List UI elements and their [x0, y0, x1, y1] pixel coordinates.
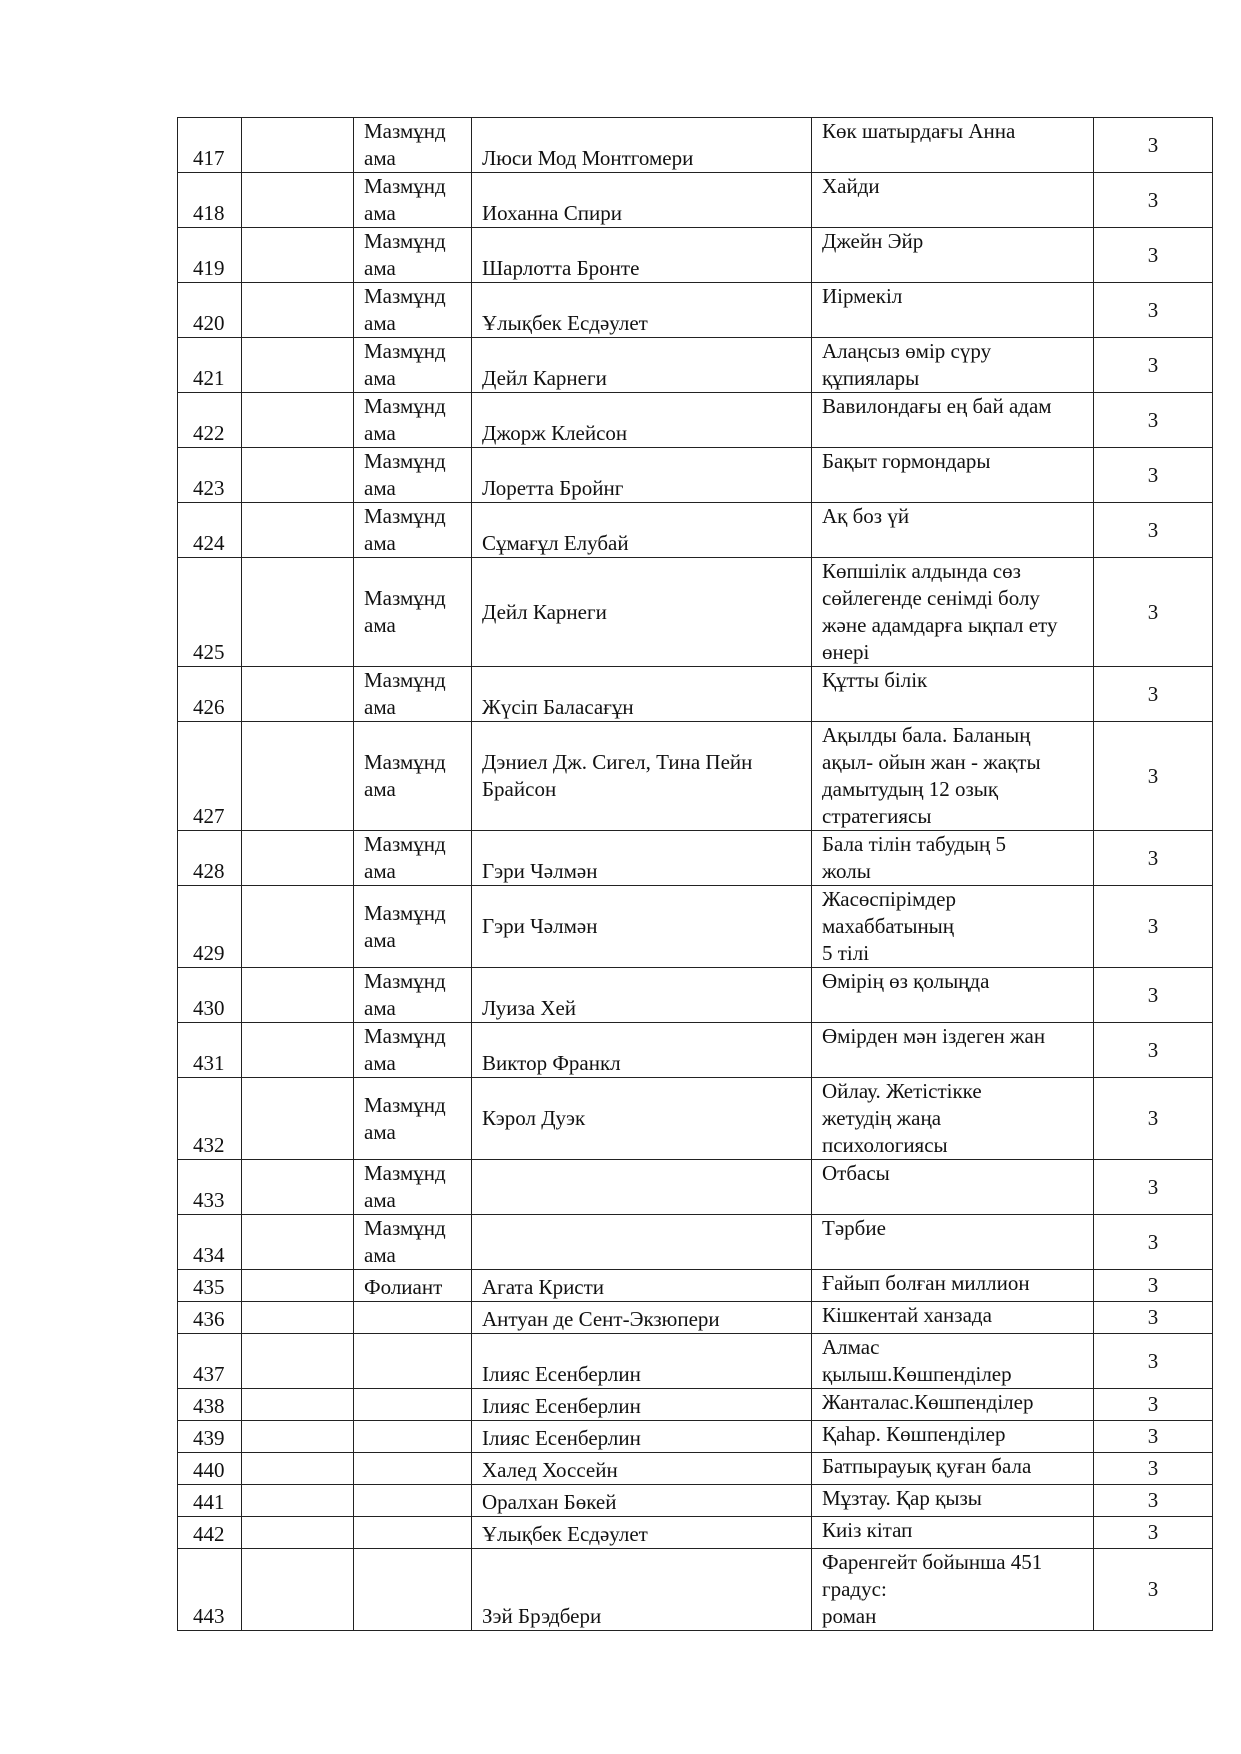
row-number: 417 — [178, 118, 242, 173]
table-row — [178, 1421, 1213, 1453]
author-name: Ілияс Есенберлин — [472, 1421, 812, 1453]
quantity: 3 — [1094, 1078, 1213, 1160]
material-type — [354, 1485, 472, 1517]
table-row — [178, 667, 1213, 722]
author-name: Дейл Карнеги — [472, 338, 812, 393]
book-title: Отбасы — [812, 1160, 1094, 1215]
author-name: Жүсіп Баласағұн — [472, 667, 812, 722]
book-title: Жасөспірімдер махаббатының 5 тілі — [812, 886, 1094, 968]
table-row — [178, 283, 1213, 338]
row-number: 418 — [178, 173, 242, 228]
author-name — [472, 1215, 812, 1270]
table-row — [178, 1302, 1213, 1334]
table-row — [178, 1485, 1213, 1517]
author-name: Дэниел Дж. Сигел, Тина Пейн Брайсон — [472, 722, 812, 831]
material-type: Мазмұнд ама — [354, 667, 472, 722]
material-type — [354, 1549, 472, 1631]
book-title: Қаһар. Көшпенділер — [812, 1421, 1094, 1453]
material-type: Мазмұнд ама — [354, 1160, 472, 1215]
quantity: 3 — [1094, 448, 1213, 503]
empty-cell — [242, 558, 354, 667]
table-row — [178, 886, 1213, 968]
material-type: Мазмұнд ама — [354, 886, 472, 968]
quantity: 3 — [1094, 1389, 1213, 1421]
empty-cell — [242, 1270, 354, 1302]
row-number: 419 — [178, 228, 242, 283]
material-type: Мазмұнд ама — [354, 393, 472, 448]
author-name: Сұмағұл Елубай — [472, 503, 812, 558]
empty-cell — [242, 1215, 354, 1270]
book-title: Батпырауық қуған бала — [812, 1453, 1094, 1485]
quantity: 3 — [1094, 228, 1213, 283]
table-row — [178, 173, 1213, 228]
book-title: Ғайып болған миллион — [812, 1270, 1094, 1302]
author-name: Луиза Хей — [472, 968, 812, 1023]
material-type — [354, 1389, 472, 1421]
material-type — [354, 1334, 472, 1389]
empty-cell — [242, 1334, 354, 1389]
row-number: 423 — [178, 448, 242, 503]
empty-cell — [242, 831, 354, 886]
book-title: Құтты білік — [812, 667, 1094, 722]
book-title: Киіз кітап — [812, 1517, 1094, 1549]
empty-cell — [242, 722, 354, 831]
empty-cell — [242, 338, 354, 393]
table-row — [178, 338, 1213, 393]
author-name: Кэрол Дуэк — [472, 1078, 812, 1160]
material-type: Мазмұнд ама — [354, 1078, 472, 1160]
book-title: Мұзтау. Қар қызы — [812, 1485, 1094, 1517]
author-name: Халед Хоссейн — [472, 1453, 812, 1485]
table-row — [178, 1549, 1213, 1631]
quantity: 3 — [1094, 283, 1213, 338]
book-title: Өмірден мән іздеген жан — [812, 1023, 1094, 1078]
table-row — [178, 1023, 1213, 1078]
quantity: 3 — [1094, 393, 1213, 448]
table-row — [178, 1453, 1213, 1485]
row-number: 437 — [178, 1334, 242, 1389]
empty-cell — [242, 1453, 354, 1485]
material-type — [354, 1421, 472, 1453]
quantity: 3 — [1094, 1023, 1213, 1078]
row-number: 441 — [178, 1485, 242, 1517]
author-name: Джорж Клейсон — [472, 393, 812, 448]
row-number: 422 — [178, 393, 242, 448]
table-row — [178, 1078, 1213, 1160]
author-name: Дейл Карнеги — [472, 558, 812, 667]
book-title: Өмірің өз қолыңда — [812, 968, 1094, 1023]
book-title: Тәрбие — [812, 1215, 1094, 1270]
row-number: 433 — [178, 1160, 242, 1215]
empty-cell — [242, 968, 354, 1023]
material-type — [354, 1453, 472, 1485]
book-title: Вавилондағы ең бай адам — [812, 393, 1094, 448]
row-number: 429 — [178, 886, 242, 968]
empty-cell — [242, 1160, 354, 1215]
empty-cell — [242, 393, 354, 448]
book-title: Бала тілін табудың 5 жолы — [812, 831, 1094, 886]
table-row — [178, 1160, 1213, 1215]
row-number: 439 — [178, 1421, 242, 1453]
empty-cell — [242, 1389, 354, 1421]
quantity: 3 — [1094, 1453, 1213, 1485]
row-number: 425 — [178, 558, 242, 667]
material-type: Мазмұнд ама — [354, 173, 472, 228]
quantity: 3 — [1094, 1549, 1213, 1631]
table-row — [178, 1334, 1213, 1389]
author-name: Шарлотта Бронте — [472, 228, 812, 283]
quantity: 3 — [1094, 173, 1213, 228]
author-name: Ілияс Есенберлин — [472, 1389, 812, 1421]
author-name: Оралхан Бөкей — [472, 1485, 812, 1517]
table-row — [178, 1517, 1213, 1549]
row-number: 427 — [178, 722, 242, 831]
author-name: Зэй Брэдбери — [472, 1549, 812, 1631]
author-name: Виктор Франкл — [472, 1023, 812, 1078]
table-row — [178, 393, 1213, 448]
table-row — [178, 1270, 1213, 1302]
book-title: Фаренгейт бойынша 451 градус: роман — [812, 1549, 1094, 1631]
quantity: 3 — [1094, 667, 1213, 722]
book-title: Ақ боз үй — [812, 503, 1094, 558]
material-type: Мазмұнд ама — [354, 448, 472, 503]
author-name: Ұлықбек Есдәулет — [472, 283, 812, 338]
table-row — [178, 968, 1213, 1023]
quantity: 3 — [1094, 1215, 1213, 1270]
quantity: 3 — [1094, 1485, 1213, 1517]
row-number: 431 — [178, 1023, 242, 1078]
row-number: 436 — [178, 1302, 242, 1334]
book-title: Алмас қылыш.Көшпенділер — [812, 1334, 1094, 1389]
empty-cell — [242, 448, 354, 503]
row-number: 421 — [178, 338, 242, 393]
book-title: Ақылды бала. Баланың ақыл- ойын жан - жақты дамытудың 12 озық стратегиясы — [812, 722, 1094, 831]
empty-cell — [242, 1023, 354, 1078]
row-number: 443 — [178, 1549, 242, 1631]
empty-cell — [242, 228, 354, 283]
material-type: Мазмұнд ама — [354, 1023, 472, 1078]
quantity: 3 — [1094, 1334, 1213, 1389]
empty-cell — [242, 1421, 354, 1453]
empty-cell — [242, 1078, 354, 1160]
empty-cell — [242, 173, 354, 228]
book-title: Алаңсыз өмір сүру құпиялары — [812, 338, 1094, 393]
empty-cell — [242, 1549, 354, 1631]
row-number: 426 — [178, 667, 242, 722]
material-type: Мазмұнд ама — [354, 503, 472, 558]
table-row — [178, 831, 1213, 886]
book-title: Көк шатырдағы Анна — [812, 118, 1094, 173]
author-name — [472, 1160, 812, 1215]
material-type: Мазмұнд ама — [354, 283, 472, 338]
empty-cell — [242, 886, 354, 968]
row-number: 430 — [178, 968, 242, 1023]
books-table — [177, 117, 1213, 1631]
material-type: Мазмұнд ама — [354, 968, 472, 1023]
author-name: Люси Мод Монтгомери — [472, 118, 812, 173]
material-type: Мазмұнд ама — [354, 831, 472, 886]
book-title: Кішкентай ханзада — [812, 1302, 1094, 1334]
table-row — [178, 722, 1213, 831]
book-title: Иірмекіл — [812, 283, 1094, 338]
quantity: 3 — [1094, 558, 1213, 667]
book-title: Көпшілік алдында сөз сөйлегенде сенімді болу және адамдарға ықпал ету өнері — [812, 558, 1094, 667]
quantity: 3 — [1094, 1517, 1213, 1549]
table-row — [178, 228, 1213, 283]
table-row — [178, 448, 1213, 503]
empty-cell — [242, 118, 354, 173]
material-type: Фолиант — [354, 1270, 472, 1302]
quantity: 3 — [1094, 1270, 1213, 1302]
table-row — [178, 558, 1213, 667]
material-type: Мазмұнд ама — [354, 228, 472, 283]
row-number: 424 — [178, 503, 242, 558]
table-row — [178, 1389, 1213, 1421]
empty-cell — [242, 503, 354, 558]
quantity: 3 — [1094, 503, 1213, 558]
row-number: 442 — [178, 1517, 242, 1549]
quantity: 3 — [1094, 968, 1213, 1023]
material-type: Мазмұнд ама — [354, 338, 472, 393]
quantity: 3 — [1094, 1421, 1213, 1453]
row-number: 438 — [178, 1389, 242, 1421]
table-row — [178, 118, 1213, 173]
quantity: 3 — [1094, 338, 1213, 393]
row-number: 435 — [178, 1270, 242, 1302]
author-name: Гэри Чәлмән — [472, 886, 812, 968]
quantity: 3 — [1094, 886, 1213, 968]
quantity: 3 — [1094, 118, 1213, 173]
author-name: Ұлықбек Есдәулет — [472, 1517, 812, 1549]
book-title: Ойлау. Жетістікке жетудің жаңа психологиясы — [812, 1078, 1094, 1160]
row-number: 432 — [178, 1078, 242, 1160]
quantity: 3 — [1094, 831, 1213, 886]
quantity: 3 — [1094, 1160, 1213, 1215]
material-type — [354, 1517, 472, 1549]
books-table-body — [178, 118, 1213, 1631]
author-name: Иоханна Спири — [472, 173, 812, 228]
material-type: Мазмұнд ама — [354, 558, 472, 667]
empty-cell — [242, 667, 354, 722]
author-name: Ілияс Есенберлин — [472, 1334, 812, 1389]
empty-cell — [242, 283, 354, 338]
quantity: 3 — [1094, 722, 1213, 831]
table-row — [178, 1215, 1213, 1270]
empty-cell — [242, 1517, 354, 1549]
material-type: Мазмұнд ама — [354, 118, 472, 173]
book-title: Жанталас.Көшпенділер — [812, 1389, 1094, 1421]
empty-cell — [242, 1302, 354, 1334]
book-title: Джейн Эйр — [812, 228, 1094, 283]
row-number: 440 — [178, 1453, 242, 1485]
author-name: Гэри Чәлмән — [472, 831, 812, 886]
material-type: Мазмұнд ама — [354, 1215, 472, 1270]
author-name: Лоретта Бройнг — [472, 448, 812, 503]
row-number: 428 — [178, 831, 242, 886]
quantity: 3 — [1094, 1302, 1213, 1334]
row-number: 434 — [178, 1215, 242, 1270]
table-row — [178, 503, 1213, 558]
row-number: 420 — [178, 283, 242, 338]
material-type: Мазмұнд ама — [354, 722, 472, 831]
book-title: Бақыт гормондары — [812, 448, 1094, 503]
author-name: Агата Кристи — [472, 1270, 812, 1302]
book-title: Хайди — [812, 173, 1094, 228]
author-name: Антуан де Сент-Экзюпери — [472, 1302, 812, 1334]
empty-cell — [242, 1485, 354, 1517]
material-type — [354, 1302, 472, 1334]
